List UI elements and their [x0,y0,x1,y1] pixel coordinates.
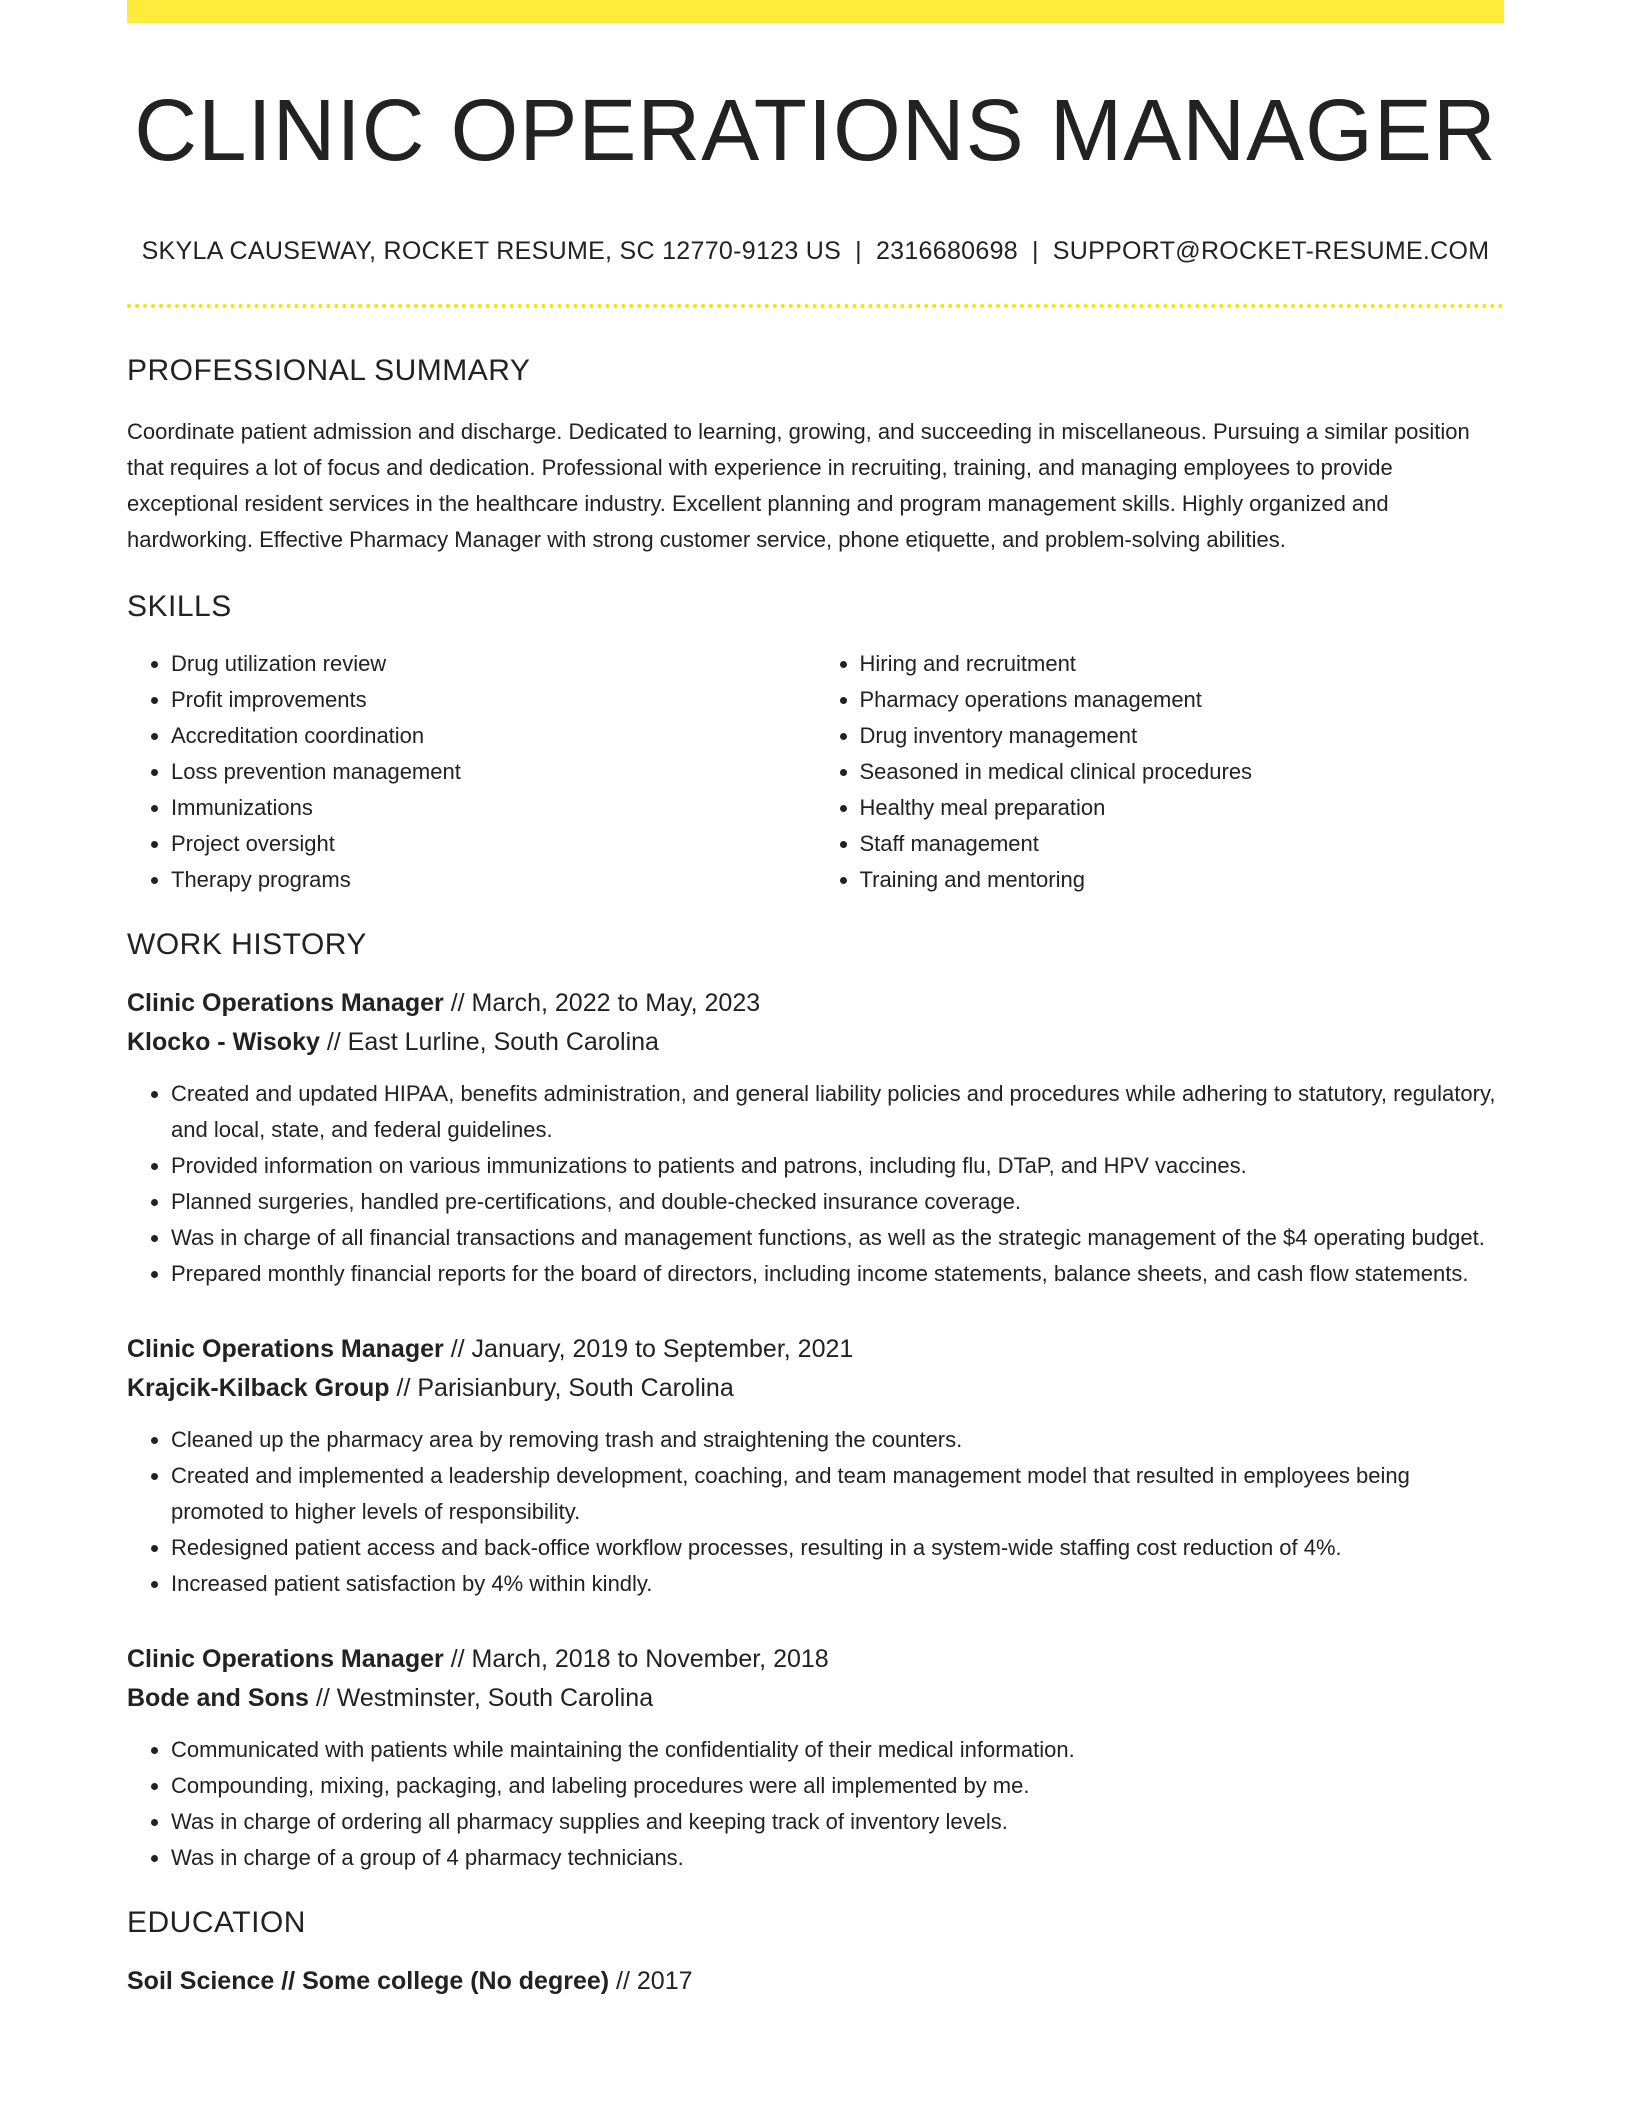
contact-address: SKYLA CAUSEWAY, ROCKET RESUME, SC 12770-9123 US [141,236,842,265]
job-entry [127,1330,1504,1602]
skill-item: • Loss prevention management [171,754,816,790]
job-entry [127,984,1504,1292]
job-company: Bode and Sons [127,1683,309,1712]
duty-item: • Was in charge of ordering all pharmacy supplies and keeping track of inventory levels. [171,1804,1504,1840]
job-dates: // March, 2022 to May, 2023 [450,988,761,1017]
skill-item: • Staff management [860,826,1505,862]
duty-item: • Compounding, mixing, packaging, and labeling procedures were all implemented by me. [171,1768,1504,1804]
skill-item: • Hiring and recruitment [860,646,1505,682]
skill-item: • Pharmacy operations management [860,682,1505,718]
skill-item: • Project oversight [171,826,816,862]
duty-item: • Was in charge of a group of 4 pharmacy technicians. [171,1840,1504,1876]
job-duties [127,1732,1504,1876]
accent-top-bar [127,0,1504,23]
education-entry [127,1962,1504,2001]
job-company-line [127,1369,1504,1408]
duty-item: • Increased patient satisfaction by 4% within kindly. [171,1566,1504,1602]
job-company-line [127,1679,1504,1718]
skills-column-right [816,646,1505,898]
duty-item: • Was in charge of all financial transactions and management functions, as well as the strategic management of the $4 operating budget. [171,1220,1504,1256]
job-company-line [127,1023,1504,1062]
skill-item: • Accreditation coordination [171,718,816,754]
job-entry [127,1640,1504,1876]
duty-item: • Prepared monthly financial reports for the board of directors, including income statements, balance sheets, and cash flow statements. [171,1256,1504,1292]
resume-page [127,0,1504,2001]
job-duties [127,1076,1504,1292]
job-location: // Westminster, South Carolina [315,1683,654,1712]
education-degree: Soil Science // Some college (No degree) [127,1966,610,1995]
duty-item: • Provided information on various immunizations to patients and patrons, including flu, DTaP, and HPV vaccines. [171,1148,1504,1184]
job-title-line [127,1330,1504,1369]
duty-item: • Created and updated HIPAA, benefits administration, and general liability policies and procedures while adhering to statutory, regulatory, and local, state, and federal guidelines. [171,1076,1504,1148]
contact-line [127,237,1504,266]
duty-item: • Cleaned up the pharmacy area by removing trash and straightening the counters. [171,1422,1504,1458]
job-title: Clinic Operations Manager [127,1644,444,1673]
duty-item: • Planned surgeries, handled pre-certifications, and double-checked insurance coverage. [171,1184,1504,1220]
job-title-line [127,1640,1504,1679]
job-dates: // March, 2018 to November, 2018 [450,1644,829,1673]
education-year: // 2017 [616,1966,693,1995]
resume-title: CLINIC OPERATIONS MANAGER [134,82,1497,179]
duty-item: • Communicated with patients while maintaining the confidentiality of their medical information. [171,1732,1504,1768]
skill-item: • Drug utilization review [171,646,816,682]
skills-grid [127,646,1504,898]
skills-heading: SKILLS [127,589,232,623]
summary-heading: PROFESSIONAL SUMMARY [127,353,531,387]
job-location: // Parisianbury, South Carolina [396,1373,734,1402]
skill-item: • Seasoned in medical clinical procedures [860,754,1505,790]
contact-separator: | [855,236,862,265]
skill-item: • Profit improvements [171,682,816,718]
summary-text: Coordinate patient admission and discharge. Dedicated to learning, growing, and succeeding in miscellaneous. Pursuing a similar position that requires a lot of focus and dedication. Professional with experience in recruiting, training, and managing employees to provide exceptional resident services in the healthcare industry. Excellent planning and program management skills. Highly organized and hardworking. Effective Pharmacy Manager with strong customer service, phone etiquette, and problem-solving abilities. [127,418,1470,552]
contact-phone: 2316680698 [875,236,1018,265]
contact-email: SUPPORT@ROCKET-RESUME.COM [1052,236,1490,265]
job-title: Clinic Operations Manager [127,1334,444,1363]
duty-item: • Redesigned patient access and back-office workflow processes, resulting in a system-wide staffing cost reduction of 4%. [171,1530,1504,1566]
skill-item: • Training and mentoring [860,862,1505,898]
skill-item: • Healthy meal preparation [860,790,1505,826]
duty-item: • Created and implemented a leadership development, coaching, and team management model that resulted in employees being promoted to higher levels of responsibility. [171,1458,1504,1530]
skill-item: • Drug inventory management [860,718,1505,754]
education-heading: EDUCATION [127,1905,306,1939]
job-title-line [127,984,1504,1023]
job-title: Clinic Operations Manager [127,988,444,1017]
job-company: Krajcik-Kilback Group [127,1373,390,1402]
job-location: // East Lurline, South Carolina [326,1027,659,1056]
skills-column-left [127,646,816,898]
skill-item: • Immunizations [171,790,816,826]
job-duties [127,1422,1504,1602]
work-history-heading: WORK HISTORY [127,927,367,961]
skill-item: • Therapy programs [171,862,816,898]
job-company: Klocko - Wisoky [127,1027,320,1056]
job-dates: // January, 2019 to September, 2021 [450,1334,854,1363]
contact-separator: | [1031,236,1039,265]
dotted-divider [127,304,1504,308]
